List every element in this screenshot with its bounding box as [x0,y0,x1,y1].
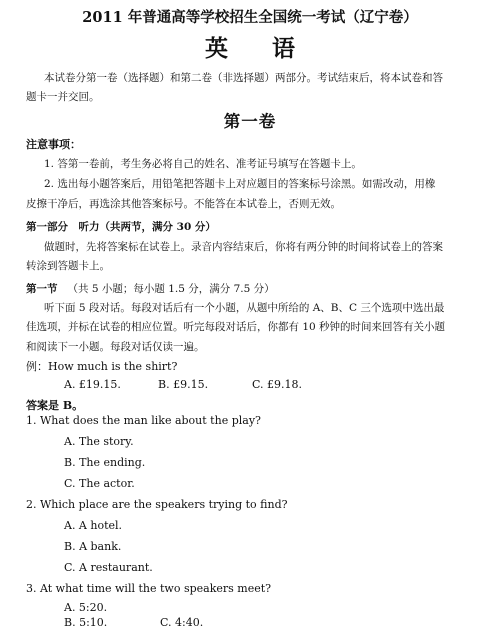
subject-title: 英 语 [204,35,313,62]
question-2-option-b: B. A bank. [64,540,122,553]
section1-line-1: 听下面 5 段对话。每段对话后有一个小题，从题中所给的 A、B、C 三个选项中选出最 [44,302,445,314]
notes-item-1: 1. 答第一卷前，考生务必将自己的姓名、准考证号填写在答题卡上。 [44,158,362,170]
question-1-option-c: C. The actor. [64,477,135,490]
notes-item-2-line-1: 2. 选出每小题答案后，用铅笔把答题卡上对应题目的答案标号涂黑。如需改动，用橡 [44,178,436,190]
question-1-option-a: A. The story. [64,435,134,448]
question-3: 3. At what time will the two speakers meet? [26,582,272,595]
example-option-a: A. £19.15. [64,378,121,391]
question-3-option-c: C. 4:40. [160,616,204,629]
notes-heading: 注意事项： [26,138,81,151]
section1-line-3: 和阅读下一小题。每段对话仅读一遍。 [26,341,205,353]
question-1: 1. What does the man like about the play? [26,414,261,427]
question-3-option-a: A. 5:20. [64,601,108,614]
example-option-c: C. £9.18. [252,378,303,391]
example-option-b: B. £9.15. [158,378,209,391]
intro-line-2: 题卡一并交回。 [26,91,100,103]
part1-heading: 第一部分 听力（共两节，满分 30 分） [26,221,216,233]
intro-line-1: 本试卷分第一卷（选择题）和第二卷（非选择题）两部分。考试结束后，将本试卷和答 [44,72,443,84]
part1-line-1: 做题时，先将答案标在试卷上。录音内容结束后，你将有两分钟的时间将试卷上的答案 [44,241,443,253]
volume-title: 第一卷 [223,112,277,131]
question-2-option-c: C. A restaurant. [64,561,153,574]
section1-line-2: 佳选项，并标在试卷的相应位置。听完每段对话后，你都有 10 秒钟的时间来回答有关小题 [26,321,446,333]
section1-heading [26,281,275,296]
question-2: 2. Which place are the speakers trying to find? [26,498,288,511]
question-2-option-a: A. A hotel. [64,519,123,532]
section1-info: （共 5 小题；每小题 1.5 分，满分 7.5 分） [67,283,275,295]
question-1-option-b: B. The ending. [64,456,146,469]
example-question: 例：How much is the shirt? [26,360,178,373]
exam-title: 2011 年普通高等学校招生全国统一考试（辽宁卷） [82,9,418,26]
example-answer: 答案是 B。 [26,399,84,412]
section1-label: 第一节 [26,283,58,295]
question-3-option-b: B. 5:10. [64,616,108,629]
notes-item-2-line-2: 皮擦干净后，再选涂其他答案标号。不能答在本试卷上，否则无效。 [26,198,341,210]
part1-line-2: 转涂到答题卡上。 [26,260,110,272]
